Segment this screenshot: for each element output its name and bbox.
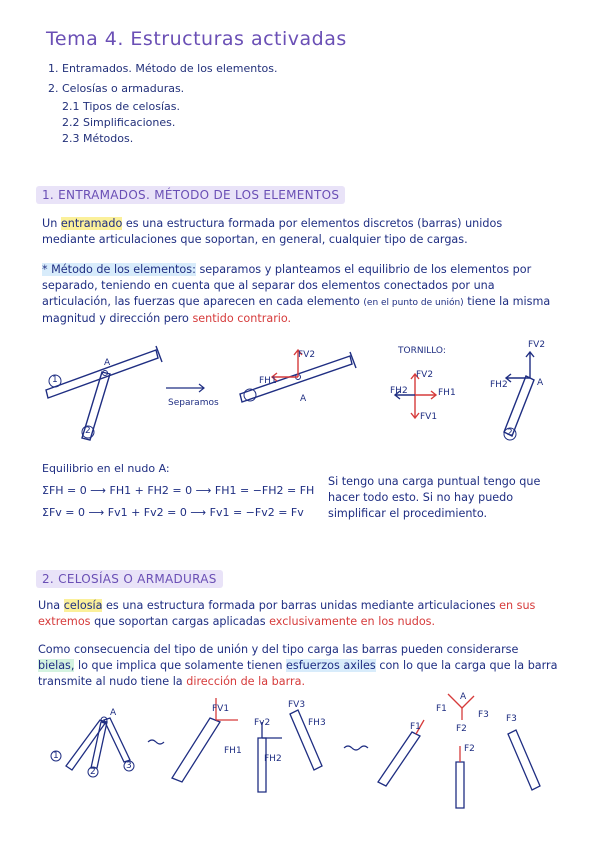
label-tornillo-fh1: FH1 bbox=[438, 388, 456, 398]
d2-fh3: FH3 bbox=[308, 718, 326, 728]
text: es una estructura formada por elementos discretos (barras) unidos mediante articulaciones que soportan, en general, cualquier tipo de cargas. bbox=[42, 217, 503, 246]
d2-f3: F3 bbox=[506, 714, 517, 724]
d2-f2-lower: F2 bbox=[464, 744, 475, 754]
toc-item-2-3: 2.3 Métodos. bbox=[62, 132, 134, 145]
toc-item-2: 2. Celosías o armaduras. bbox=[48, 82, 185, 95]
bar-d2-1 bbox=[172, 718, 220, 782]
bar-2-separated bbox=[504, 376, 534, 436]
label-a-2: A bbox=[300, 394, 307, 404]
label-separamos: Separamos bbox=[168, 398, 219, 408]
bar-d2-2 bbox=[258, 738, 266, 792]
text: lo que implica que solamente tienen bbox=[78, 659, 283, 672]
term-metodo-elementos: * Método de los elementos: bbox=[42, 263, 196, 276]
d2-label-3: 3 bbox=[126, 761, 132, 771]
bar-d3-2 bbox=[456, 762, 464, 808]
term-bielas: bielas, bbox=[38, 659, 75, 672]
d2-label-1: 1 bbox=[53, 751, 59, 761]
label-node-2: 2 bbox=[85, 426, 91, 436]
toc-item-2-2: 2.2 Simplificaciones. bbox=[62, 116, 176, 129]
bar-d3-1 bbox=[378, 732, 420, 786]
label-right-fv2: FV2 bbox=[528, 340, 546, 350]
text: Como consecuencia del tipo de unión y del tipo carga las barras pueden considerarse bbox=[38, 643, 519, 656]
d2-fv1: FV1 bbox=[212, 704, 230, 714]
term-entramado: entramado bbox=[60, 217, 123, 230]
text-red: dirección de la barra. bbox=[186, 675, 306, 688]
text-red: en sus extremos bbox=[38, 599, 536, 628]
label-tornillo-fv1: FV1 bbox=[420, 412, 438, 422]
label-tornillo-fh2: FH2 bbox=[390, 386, 408, 396]
text-red: sentido contrario. bbox=[192, 312, 292, 325]
text: Una bbox=[38, 599, 61, 612]
label-fv2: FV2 bbox=[298, 350, 316, 360]
toc-item-1: 1. Entramados. Método de los elementos. bbox=[48, 62, 278, 75]
term-esfuerzos-axiles: esfuerzos axiles bbox=[286, 659, 376, 672]
text: Un bbox=[42, 217, 58, 230]
label-a: A bbox=[104, 358, 111, 368]
text: con lo que la carga que la barra transmite al nudo tiene la bbox=[38, 659, 558, 688]
text-red: exclusivamente en los nudos. bbox=[269, 615, 436, 628]
section-2-heading: 2. CELOSÍAS O ARMADURAS bbox=[36, 570, 223, 588]
d2-fh2: FH2 bbox=[264, 754, 282, 764]
truss-node bbox=[66, 718, 130, 770]
d2-f3-top: F3 bbox=[478, 710, 489, 720]
label-tornillo: TORNILLO: bbox=[398, 346, 446, 356]
section-1-heading: 1. ENTRAMADOS. MÉTODO DE LOS ELEMENTOS bbox=[36, 186, 345, 204]
section-2-paragraph-2 bbox=[38, 642, 558, 690]
text: que soportan cargas aplicadas bbox=[94, 615, 266, 628]
term-celosia: celosía bbox=[63, 599, 103, 612]
equation-horizontal: ΣFH = 0 ⟶ FH1 + FH2 = 0 ⟶ FH1 = −FH2 = FH bbox=[42, 484, 315, 497]
label-right-a: A bbox=[537, 378, 544, 388]
label-node-1: 1 bbox=[52, 375, 58, 385]
d2-f2: F2 bbox=[456, 724, 467, 734]
text: tiene la misma magnitud y dirección pero bbox=[42, 295, 551, 325]
d2-fh1: FH1 bbox=[224, 746, 242, 756]
equilibrium-heading: Equilibrio en el nudo A: bbox=[42, 462, 170, 475]
d2-fv2: Fv2 bbox=[254, 718, 271, 728]
d2-label-a: A bbox=[110, 708, 117, 718]
text-small: (en el punto de unión) bbox=[363, 298, 464, 308]
d2-f1-top: F1 bbox=[436, 704, 447, 714]
equation-vertical: ΣFv = 0 ⟶ Fv1 + Fv2 = 0 ⟶ Fv1 = −Fv2 = Fv bbox=[42, 506, 304, 519]
text: es una estructura formada por barras unidas mediante articulaciones bbox=[106, 599, 496, 612]
section-2-paragraph-1 bbox=[38, 598, 553, 630]
d2-fv3: FV3 bbox=[288, 700, 306, 710]
label-right-fh2: FH2 bbox=[490, 380, 508, 390]
page-title: Tema 4. Estructuras activadas bbox=[46, 28, 347, 50]
label-right-node-2: 2 bbox=[507, 428, 513, 438]
d2-label-2: 2 bbox=[90, 767, 96, 777]
toc-item-2-1: 2.1 Tipos de celosías. bbox=[62, 100, 180, 113]
bar-d3-3 bbox=[508, 730, 540, 790]
d2-a-right: A bbox=[460, 692, 467, 702]
label-tornillo-fv2: FV2 bbox=[416, 370, 434, 380]
equilibrium-note: Si tengo una carga puntual tengo que hacer todo esto. Si no hay puedo simplificar el procedimiento. bbox=[328, 475, 541, 520]
label-fh1: FH1 bbox=[259, 376, 277, 386]
text: separamos y planteamos el equilibrio de los elementos por separado, teniendo en cuenta que al separar dos elementos conectados por una articulación, las fuerzas que aparecen en cada elemento bbox=[42, 263, 532, 308]
d2-f1: F1 bbox=[410, 722, 421, 732]
